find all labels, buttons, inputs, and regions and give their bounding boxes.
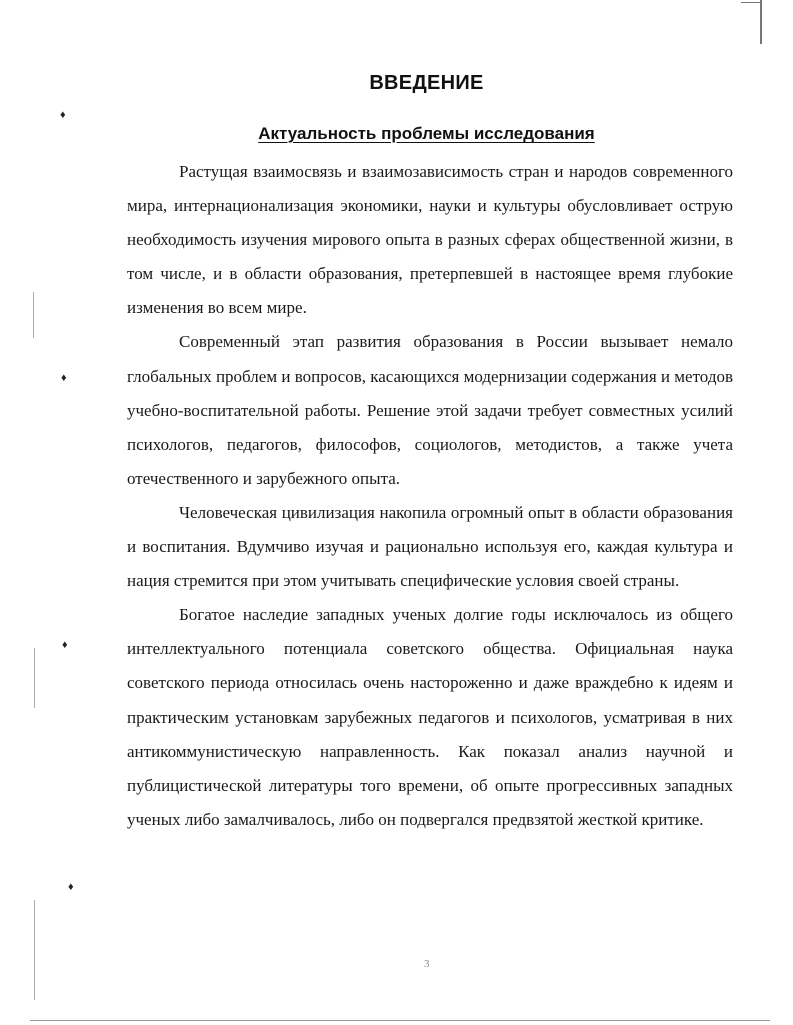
scan-edge-top-right bbox=[760, 0, 762, 44]
paragraph-1: Растущая взаимосвязь и взаимозависимость стран и народов современного мира, интернационализация экономики, науки и культуры обусловливает острую необходимость изучения мирового опыта в разных сферах общественной жизни, в том числе, и в области образования, претерпевшей в настоящее время глубокие изменения во всем мире. bbox=[127, 162, 733, 318]
body-text bbox=[127, 155, 733, 837]
paragraph-2: Современный этап развития образования в России вызывает немало глобальных проблем и вопросов, касающихся модернизации содержания и методов учебно-воспитательной работы. Решение этой задачи требует совместных усилий психологов, педагогов, философов, социологов, методистов, а также учета отечественного и зарубежного опыта. bbox=[127, 332, 733, 488]
scan-edge-left-3 bbox=[34, 900, 35, 1000]
scan-speck-4: ♦ bbox=[68, 881, 74, 893]
scan-speck-3: ♦ bbox=[62, 639, 68, 651]
scan-speck-1: ♦ bbox=[60, 109, 66, 121]
paragraph-3: Человеческая цивилизация накопила огромный опыт в области образования и воспитания. Вдумчиво изучая и рационально используя его, каждая культура и нация стремится при этом учитывать специфические условия своей страны. bbox=[127, 502, 733, 591]
scan-speck-2: ♦ bbox=[61, 372, 67, 384]
scan-edge-top-right-horizontal bbox=[741, 2, 761, 3]
paragraph-4: Богатое наследие западных ученых долгие годы исключалось из общего интеллектуального потенциала советского общества. Официальная наука советского периода относилась очень настороженно и даже враждебно к идеям и практическим установкам зарубежных педагогов и психологов, усматривая в них антикоммунистическую направленность. Как показал анализ научной и публицистической литературы того времени, об опыте прогрессивных западных ученых либо замалчивалось, либо он подвергался предвзятой жесткой критике. bbox=[127, 605, 733, 829]
page-number: 3 bbox=[424, 958, 430, 970]
page-title: ВВЕДЕНИЕ bbox=[369, 72, 484, 94]
scan-edge-left-1 bbox=[33, 292, 34, 338]
scan-edge-left-2 bbox=[34, 648, 35, 708]
scan-edge-bottom bbox=[30, 1020, 770, 1021]
section-heading: Актуальность проблемы исследования bbox=[258, 124, 595, 143]
